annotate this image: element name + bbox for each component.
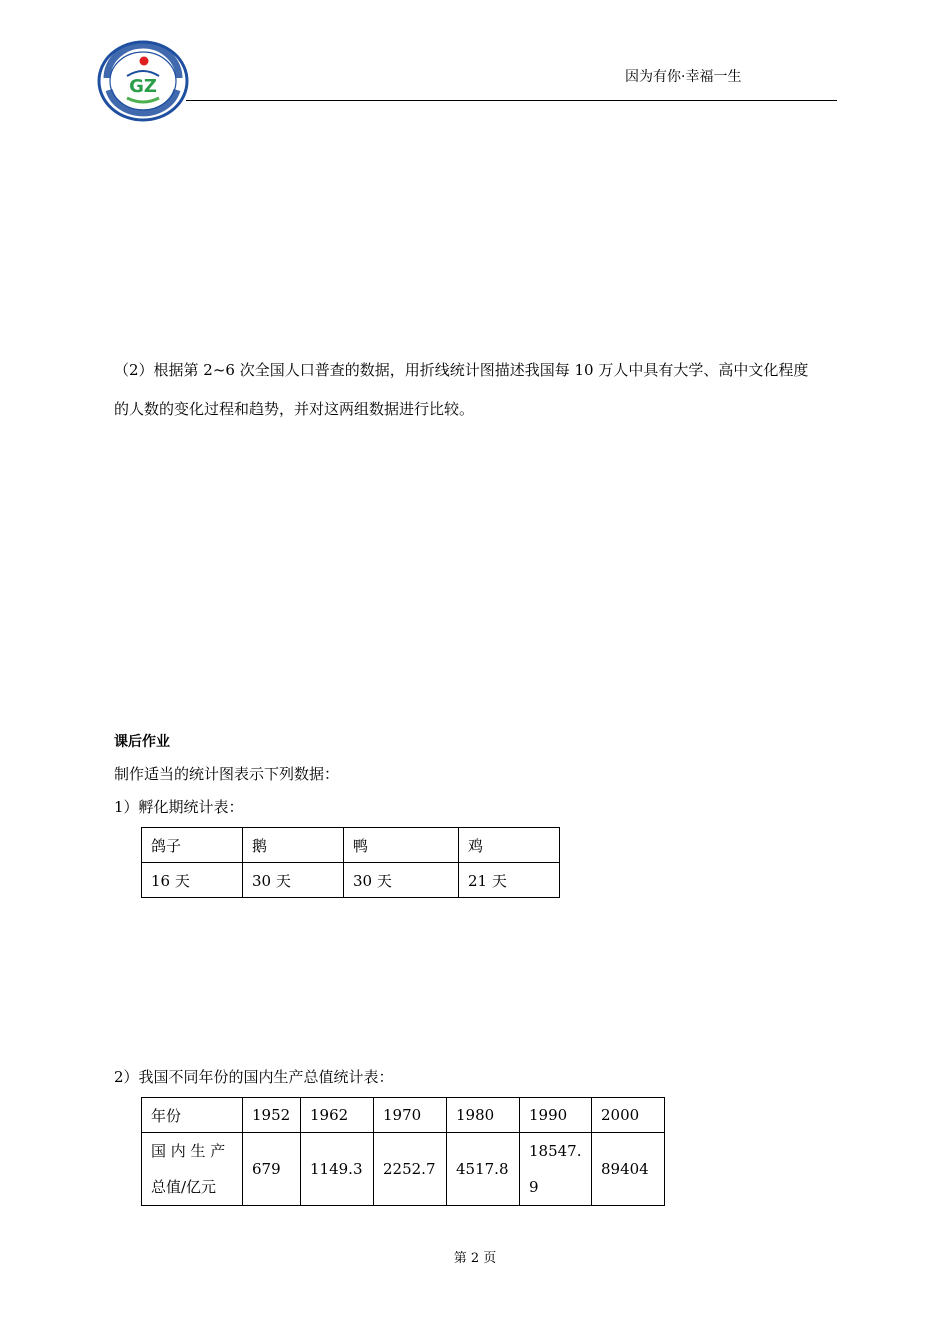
homework-instruction: 制作适当的统计图表示下列数据： bbox=[114, 765, 340, 783]
table-cell: 21 天 bbox=[459, 863, 560, 898]
table-header-cell: 1952 bbox=[243, 1098, 301, 1133]
table-header-cell: 鸽子 bbox=[142, 828, 243, 863]
question2-line1: （2）根据第 2~6 次全国人口普查的数据，用折线统计图描述我国每 10 万人中具有大学、高中文化程度 bbox=[114, 361, 809, 379]
table-cell: 18547.9 bbox=[520, 1133, 592, 1206]
page-number: 第 2 页 bbox=[453, 1251, 497, 1266]
homework-item1-title: 1）孵化期统计表： bbox=[114, 798, 244, 816]
gdp-label-cell bbox=[142, 1133, 243, 1206]
school-logo bbox=[97, 40, 189, 122]
table-cell: 89404 bbox=[592, 1133, 665, 1206]
table-cell: 16 天 bbox=[142, 863, 243, 898]
table-row bbox=[142, 863, 560, 898]
table-header-cell: 鸡 bbox=[459, 828, 560, 863]
table-row bbox=[142, 1133, 665, 1206]
table-cell: 2252.7 bbox=[374, 1133, 447, 1206]
table-header-cell: 1970 bbox=[374, 1098, 447, 1133]
table-header-cell: 年份 bbox=[142, 1098, 243, 1133]
table-cell: 679 bbox=[243, 1133, 301, 1206]
hatching-table bbox=[141, 827, 560, 898]
svg-text:GZ: GZ bbox=[129, 76, 157, 97]
gdp-label-line2: 总值/亿元 bbox=[151, 1178, 217, 1196]
question2-line2: 的人数的变化过程和趋势，并对这两组数据进行比较。 bbox=[114, 400, 475, 418]
table-row bbox=[142, 828, 560, 863]
homework-title: 课后作业 bbox=[114, 734, 170, 750]
table-header-cell: 鹅 bbox=[243, 828, 344, 863]
gdp-label-line1: 国 内 生 产 bbox=[151, 1142, 226, 1160]
header-divider bbox=[186, 100, 837, 101]
table-header-cell: 鸭 bbox=[344, 828, 459, 863]
table-header-cell: 2000 bbox=[592, 1098, 665, 1133]
table-header-cell: 1962 bbox=[301, 1098, 374, 1133]
table-cell: 30 天 bbox=[243, 863, 344, 898]
table-row bbox=[142, 1098, 665, 1133]
table-cell: 4517.8 bbox=[447, 1133, 520, 1206]
table-header-cell: 1980 bbox=[447, 1098, 520, 1133]
table-header-cell: 1990 bbox=[520, 1098, 592, 1133]
homework-item2-title: 2）我国不同年份的国内生产总值统计表： bbox=[114, 1068, 394, 1086]
table-cell: 30 天 bbox=[344, 863, 459, 898]
gdp-table bbox=[141, 1097, 665, 1206]
table-cell: 1149.3 bbox=[301, 1133, 374, 1206]
header-motto: 因为有你·幸福一生 bbox=[625, 69, 742, 85]
